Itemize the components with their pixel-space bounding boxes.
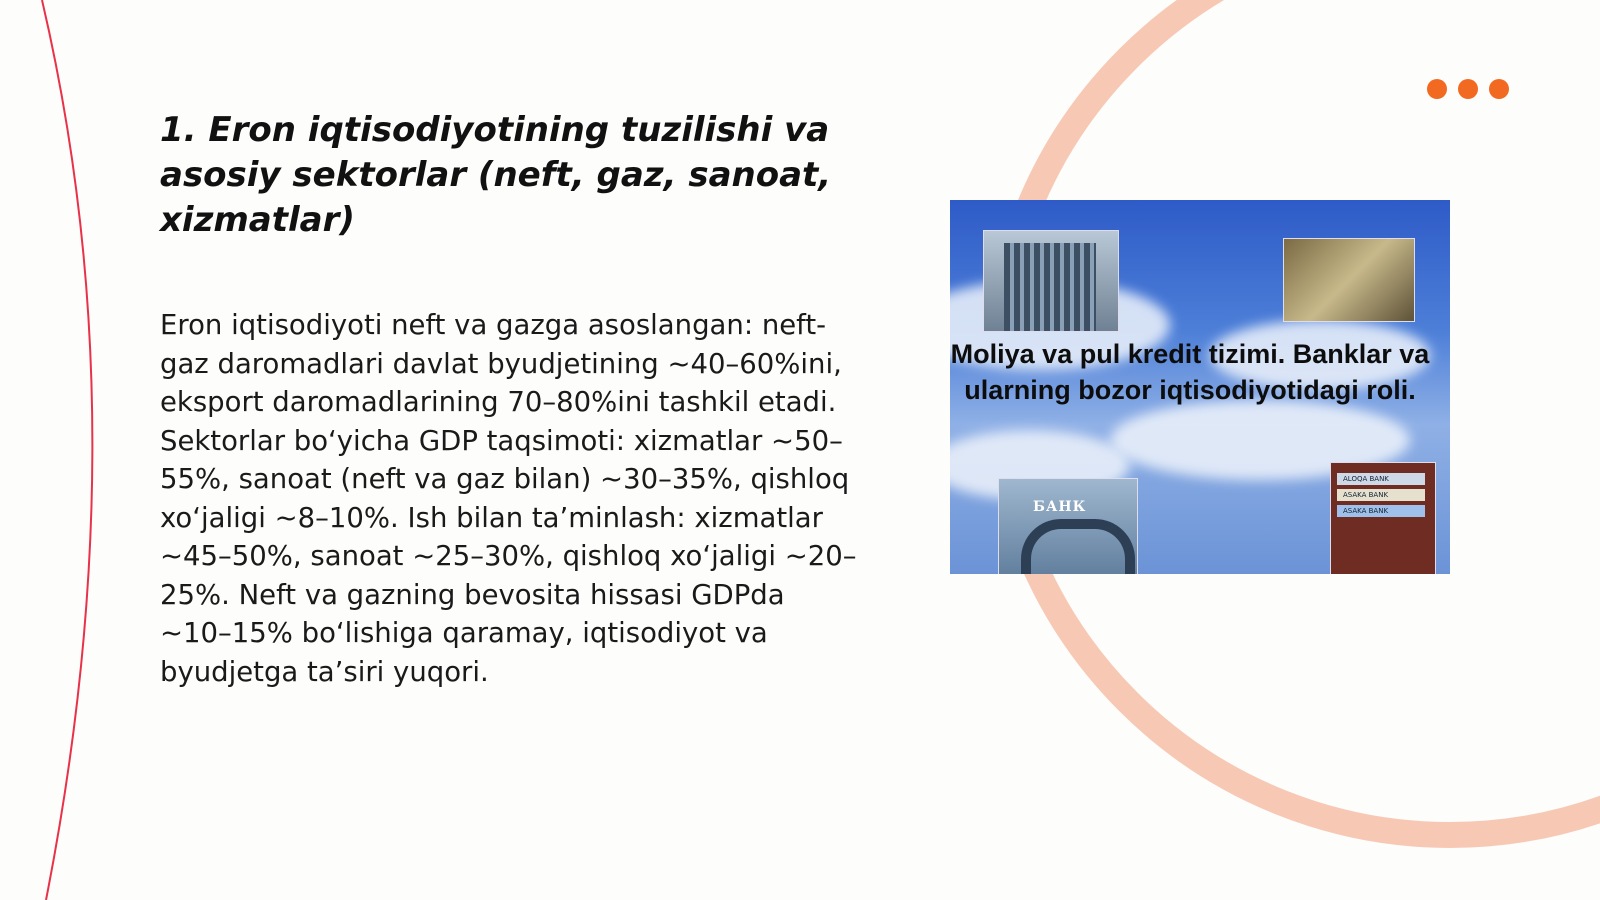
slide-body-text: Eron iqtisodiyoti neft va gazga asoslangan: neft-gaz daromadlari davlat byudjetining ~40–60%ini, eksport daromadlarining 70–80%ini tashkil etadi. Sektorlar bo‘yicha GDP taqsimoti: xizmatlar ~50–55%, sanoat (neft va gaz bilan) ~30–35%, qishloq xo‘jaligi ~8–10%. Ish bilan ta’minlash: xizmatlar ~45–50%, sanoat ~25–30%, qishloq xo‘jaligi ~20–25%. Neft va gazning bevosita hissasi GDPda ~10–15% bo‘lishiga qaramay, iqtisodiyot va byudjetga ta’siri yuqori.: [160, 309, 857, 688]
bank-card: ASAKA BANK: [1337, 489, 1425, 501]
illustration-caption: Moliya va pul kredit tizimi. Banklar va ularning bozor iqtisodiyotidagi roli.: [950, 339, 1430, 405]
decorative-dots: [1427, 79, 1509, 99]
left-edge-curve: [42, 0, 92, 900]
office-building-photo: [983, 230, 1119, 332]
bank-sign-text: БАНК: [1033, 499, 1087, 515]
bank-building-photo: [998, 478, 1138, 574]
orange-dot: [1458, 79, 1478, 99]
orange-dot: [1489, 79, 1509, 99]
bank-card: ALOQA BANK: [1337, 473, 1425, 485]
slide-title: 1. Eron iqtisodiyotining tuzilishi va asosiy sektorlar (neft, gaz, sanoat, xizmatlar): [160, 110, 832, 240]
money-hands-photo: [1283, 238, 1415, 322]
banking-illustration: [950, 200, 1450, 574]
orange-dot: [1427, 79, 1447, 99]
bank-card: ASAKA BANK: [1337, 505, 1425, 517]
wallet-with-cards-photo: [1330, 462, 1436, 574]
